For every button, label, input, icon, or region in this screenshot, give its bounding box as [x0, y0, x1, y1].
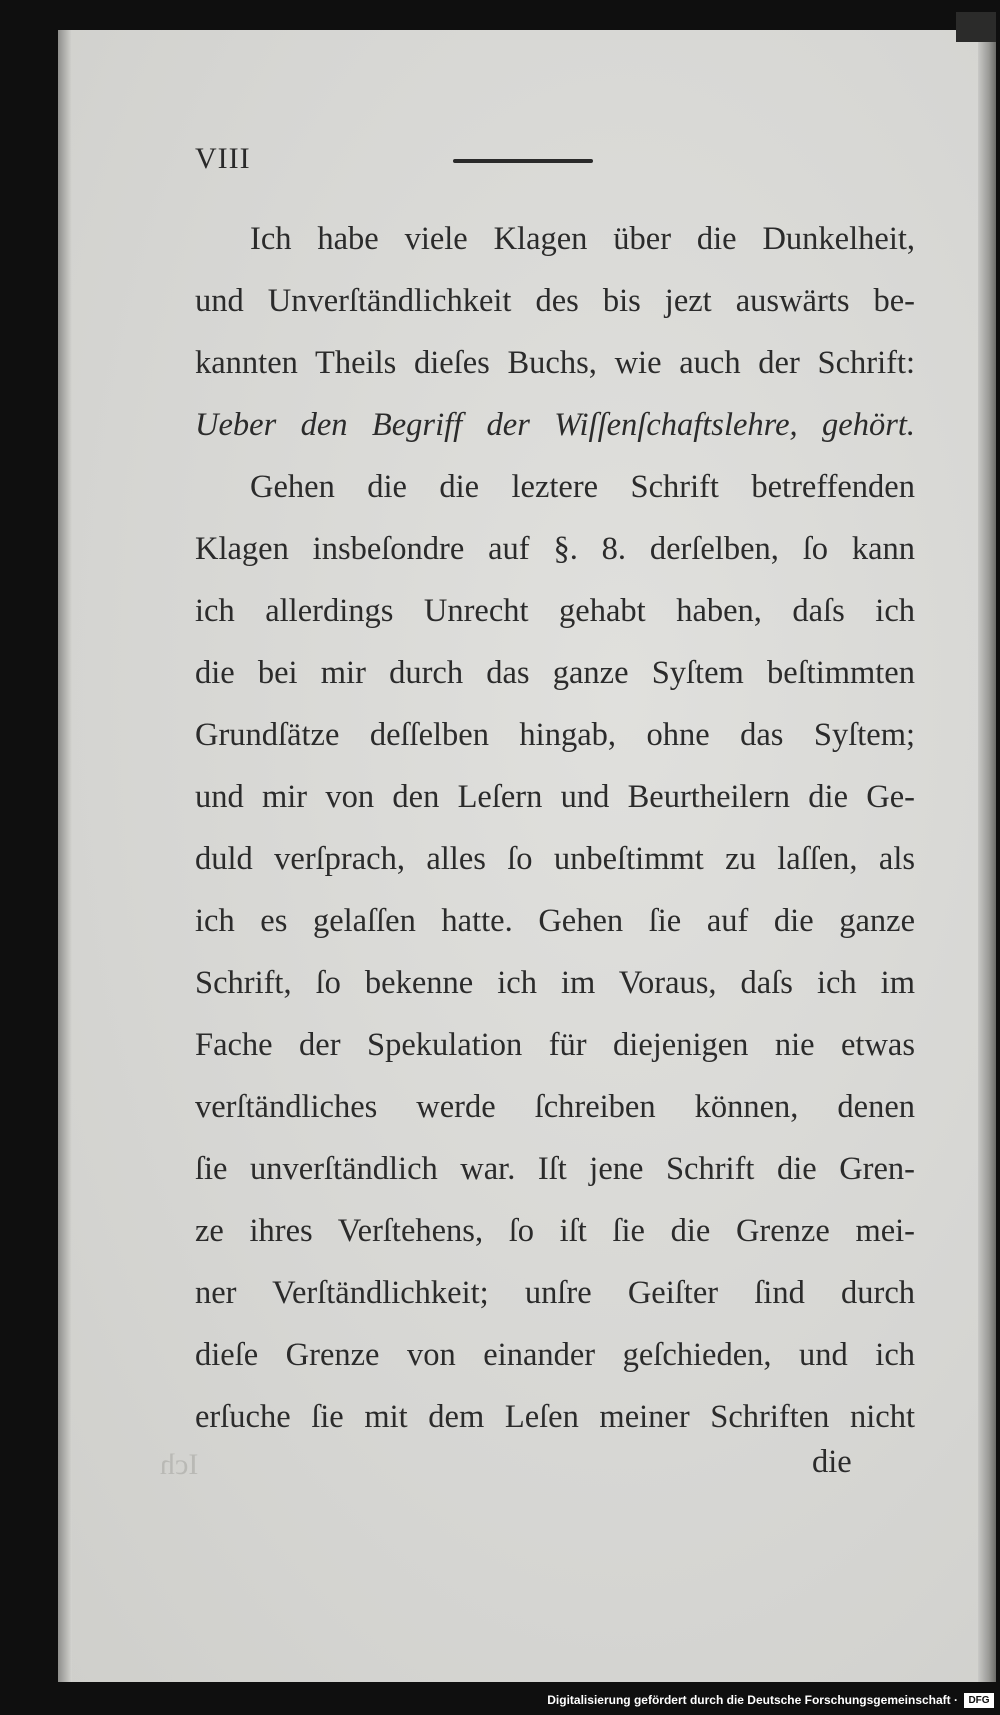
text-line: Ueber den Begriff der Wiſſenſchaftslehre, gehört. — [195, 407, 915, 443]
binding-tape — [956, 12, 996, 42]
text-line: Grundſätze deſſelben hingab, ohne das Syſtem; — [195, 717, 915, 753]
text-line: erſuche ſie mit dem Leſen meiner Schriften nicht — [195, 1399, 915, 1435]
text-line: Fache der Spekulation für diejenigen nie etwas — [195, 1027, 915, 1063]
page-number: VIII — [195, 142, 251, 175]
dfg-logo: DFG — [964, 1693, 994, 1708]
funding-credit: Digitalisierung gefördert durch die Deutsche Forschungsgemeinschaft · — [547, 1693, 958, 1707]
page-gutter-shadow — [58, 30, 72, 1682]
text-line: kannten Theils dieſes Buchs, wie auch der Schrift: — [195, 345, 915, 381]
text-line: Ich habe viele Klagen über die Dunkelheit, — [250, 221, 915, 257]
footer-bar — [0, 1682, 1000, 1715]
text-line: Schrift, ſo bekenne ich im Voraus, daſs ich im — [195, 965, 915, 1001]
header-rule — [453, 159, 593, 163]
body-text — [195, 208, 915, 1448]
page-fore-edge — [978, 30, 996, 1682]
text-line: dieſe Grenze von einander geſchieden, und ich — [195, 1337, 915, 1373]
text-line: ze ihres Verſtehens, ſo iſt ſie die Grenze mei- — [195, 1213, 915, 1249]
text-line: duld verſprach, alles ſo unbeſtimmt zu laſſen, als — [195, 841, 915, 877]
text-line: ich es gelaſſen hatte. Gehen ſie auf die ganze — [195, 903, 915, 939]
text-line: ſie unverſtändlich war. Iſt jene Schrift die Gren- — [195, 1151, 915, 1187]
text-line: ner Verſtändlichkeit; unſre Geiſter ſind durch — [195, 1275, 915, 1311]
text-line: und Unverſtändlichkeit des bis jezt auswärts be- — [195, 283, 915, 319]
catch-word: die — [812, 1444, 852, 1480]
text-line: ich allerdings Unrecht gehabt haben, daſs ich — [195, 593, 915, 629]
text-line: die bei mir durch das ganze Syſtem beſtimmten — [195, 655, 915, 691]
text-line: verſtändliches werde ſchreiben können, denen — [195, 1089, 915, 1125]
show-through-text: Ich — [160, 1448, 199, 1481]
text-line: Klagen insbeſondre auf §. 8. derſelben, ſo kann — [195, 531, 915, 567]
text-line: und mir von den Leſern und Beurtheilern die Ge- — [195, 779, 915, 815]
page-header — [195, 142, 915, 182]
text-line: Gehen die die leztere Schrift betreffenden — [250, 469, 915, 505]
